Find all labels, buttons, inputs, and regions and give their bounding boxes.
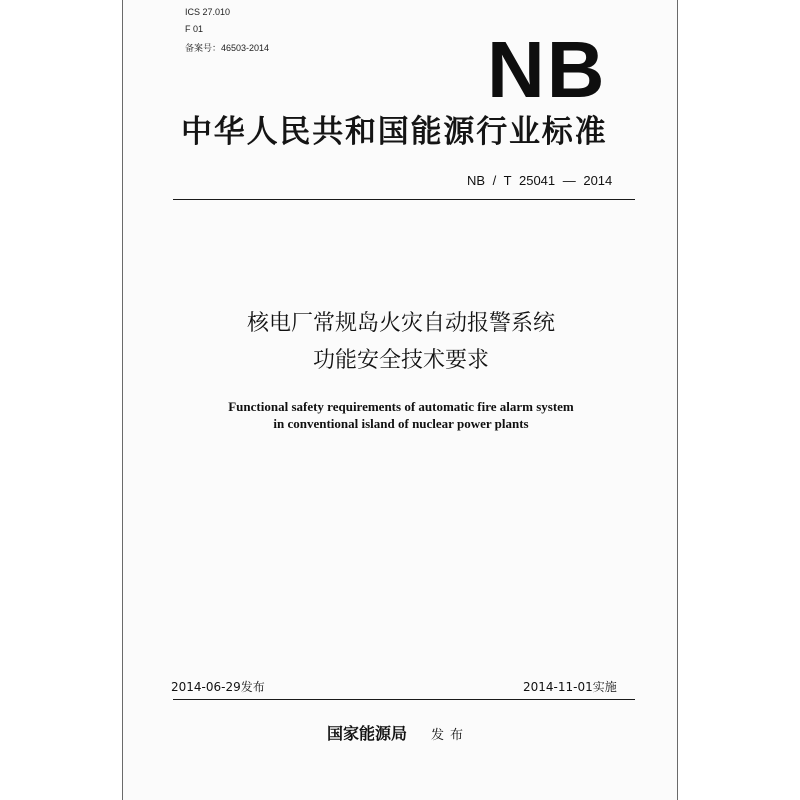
ics-code: ICS 27.010 xyxy=(185,7,231,17)
bottom-divider xyxy=(173,699,635,700)
classification-code: F 01 xyxy=(185,24,204,34)
release-date: 2014-06-29发布 xyxy=(171,680,265,694)
english-title-line1: Functional safety requirements of automatic fire alarm system xyxy=(228,399,574,414)
nb-logo: NB xyxy=(487,25,607,114)
standard-cover-page xyxy=(122,0,678,800)
issue-label: 发布 xyxy=(431,728,470,743)
chinese-title-line1: 核电厂常规岛火灾自动报警系统 xyxy=(246,311,555,336)
implementation-date: 2014-11-01实施 xyxy=(523,680,617,694)
record-number: 备案号：46503-2014 xyxy=(185,43,270,53)
english-title-line2: in conventional island of nuclear power plants xyxy=(273,416,529,431)
national-standard-title: 中华人民共和国能源行业标准 xyxy=(181,114,608,150)
chinese-title-line2: 功能安全技术要求 xyxy=(312,348,489,373)
top-divider xyxy=(173,199,635,200)
issuer-name: 国家能源局 xyxy=(327,724,408,743)
standard-number: NB / T 25041 — 2014 xyxy=(467,173,613,188)
